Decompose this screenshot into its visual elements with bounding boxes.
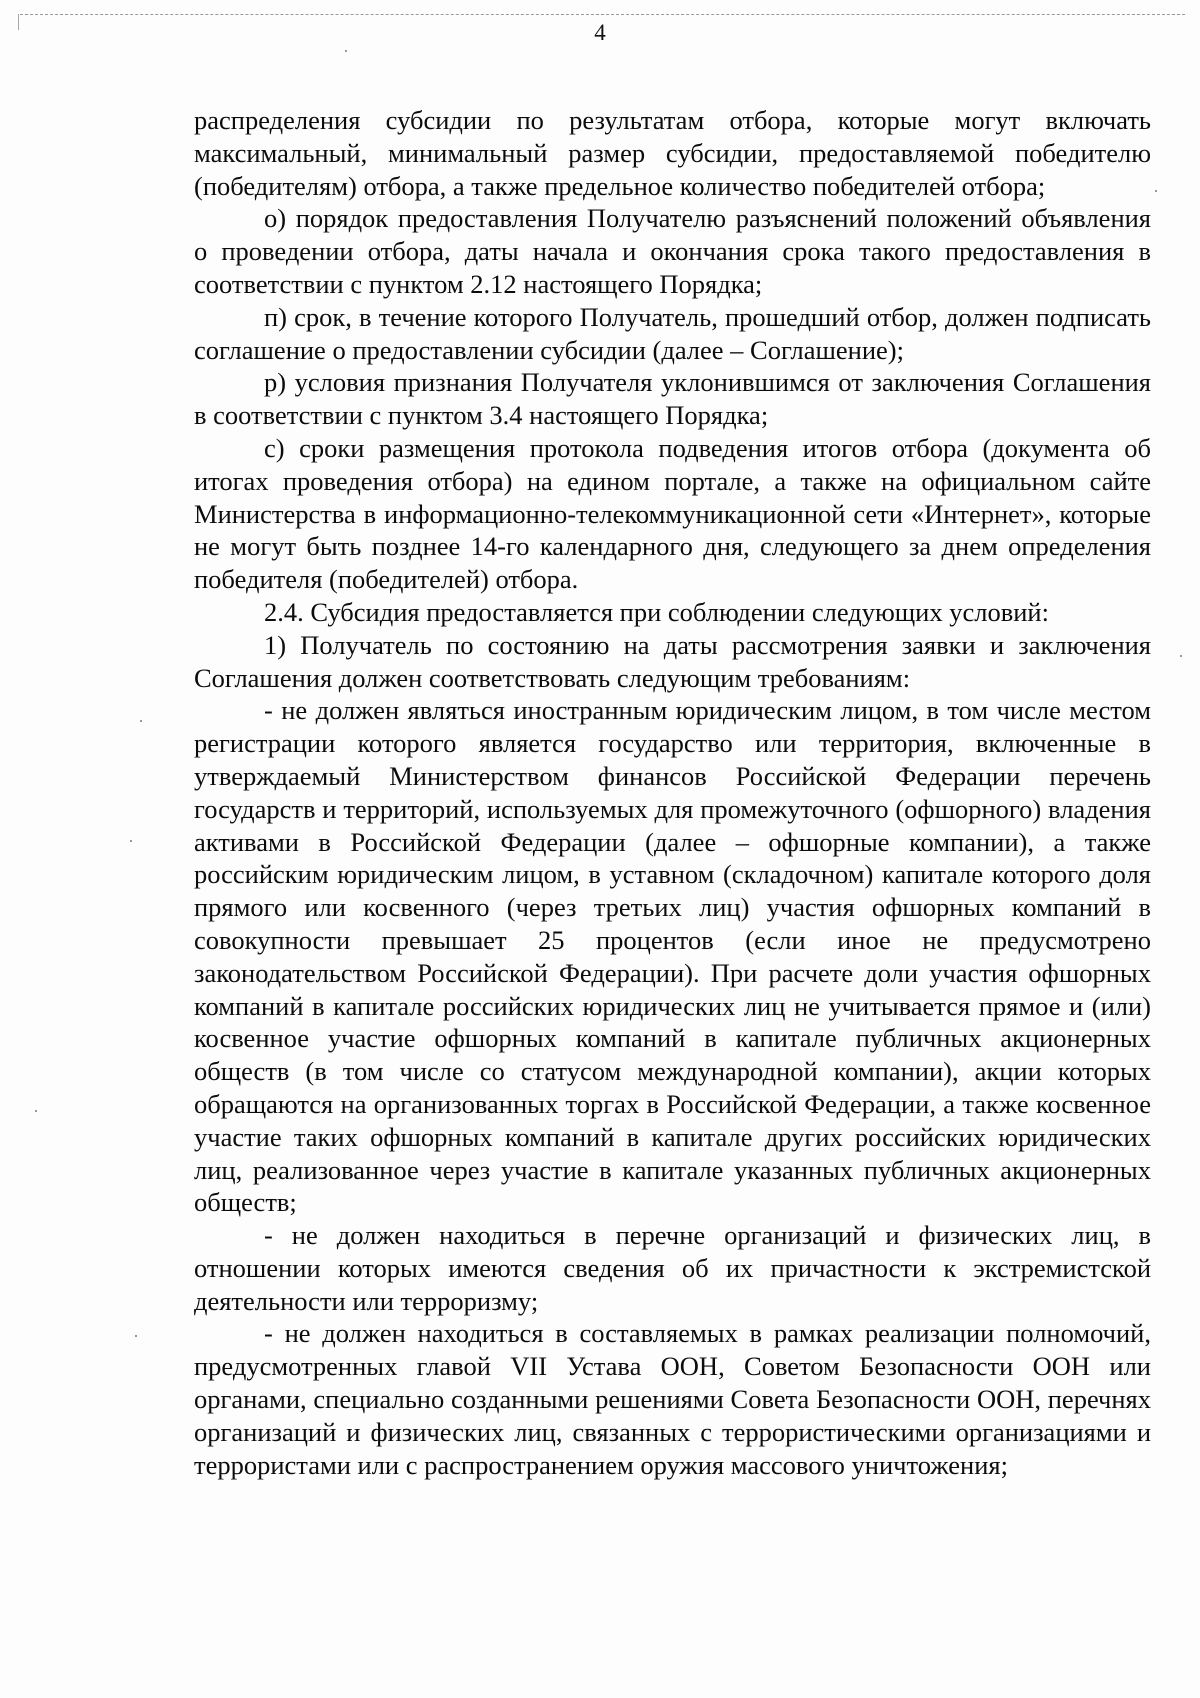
scan-speck — [1180, 655, 1182, 657]
scan-speck — [345, 50, 347, 52]
scan-speck — [35, 1110, 37, 1112]
scan-speck — [130, 840, 132, 842]
paragraph-item-p: п) срок, в течение которого Получатель, прошедший отбор, должен подписать соглашение о предоставлении субсидии (далее – Соглашение); — [194, 301, 1151, 365]
paragraph-item-o: о) порядок предоставления Получателю разъяснений положений объявления о проведении отбора, даты начала и окончания срока такого предоставления в соответствии с пунктом 2.12 настоящего Порядка; — [194, 203, 1151, 299]
paragraph-continuation: распределения субсидии по результатам отбора, которые могут включать максимальный, минимальный размер субсидии, предоставляемой победителю (победителям) отбора, а также предельное количество победителей отбора; — [194, 105, 1151, 201]
paragraph-requirement-un-lists: - не должен находиться в составляемых в рамках реализации полномочий, предусмотренных главой VII Устава ООН, Советом Безопасности ООН или органами, специально созданными решениями Совета Безопасности ООН, перечнях организаций и физических лиц, связанных с террористическими организациями и террористами или с распространением оружия массового уничтожения; — [194, 1318, 1151, 1480]
paragraph-requirement-offshore: - не должен являться иностранным юридическим лицом, в том числе местом регистрации которого является государство или территория, включенные в утверждаемый Министерством финансов Российской Федерации перечень государств и территорий, используемых для промежуточного (офшорного) владения активами в Российской Федерации (далее – офшорные компании), а также российским юридическим лицом, в уставном (складочном) капитале которого доля прямого или косвенного (через третьих лиц) участия офшорных компаний в совокупности превышает 25 процентов (если иное не предусмотрено законодательством Российской Федерации). При расчете доли участия офшорных компаний в капитале российских юридических лиц не учитывается прямое и (или) косвенное участие офшорных компаний в капитале публичных акционерных обществ (в том числе со статусом международной компании), акции которых обращаются на организованных торгах в Российской Федерации, а также косвенное участие таких офшорных компаний в капитале других российских юридических лиц, реализованное через участие в капитале указанных публичных акционерных обществ; — [194, 695, 1151, 1218]
paragraph-requirement-extremism: - не должен находиться в перечне организаций и физических лиц, в отношении которых имеются сведения об их причастности к экстремистской деятельности или терроризму; — [194, 1220, 1151, 1316]
scan-speck — [135, 1335, 137, 1337]
paragraph-section-2-4: 2.4. Субсидия предоставляется при соблюдении следующих условий: — [264, 596, 1049, 627]
document-body — [194, 104, 1151, 1481]
paragraph-item-r: р) условия признания Получателя уклонившимся от заключения Соглашения в соответствии с пунктом 3.4 настоящего Порядка; — [194, 367, 1151, 431]
page-number: 4 — [594, 20, 606, 45]
scan-speck — [140, 720, 142, 722]
scan-speck — [1155, 190, 1157, 192]
scan-edge-line — [20, 14, 1185, 15]
paragraph-condition-1: 1) Получатель по состоянию на даты рассмотрения заявки и заключения Соглашения должен соответствовать следующим требованиям: — [194, 629, 1151, 693]
paragraph-item-s: с) сроки размещения протокола подведения итогов отбора (документа об итогах проведения отбора) на едином портале, а также на официальном сайте Министерства в информационно-телекоммуникационной сети «Интернет», которые не могут быть позднее 14-го календарного дня, следующего за днем определения победителя (победителей) отбора. — [194, 432, 1151, 595]
